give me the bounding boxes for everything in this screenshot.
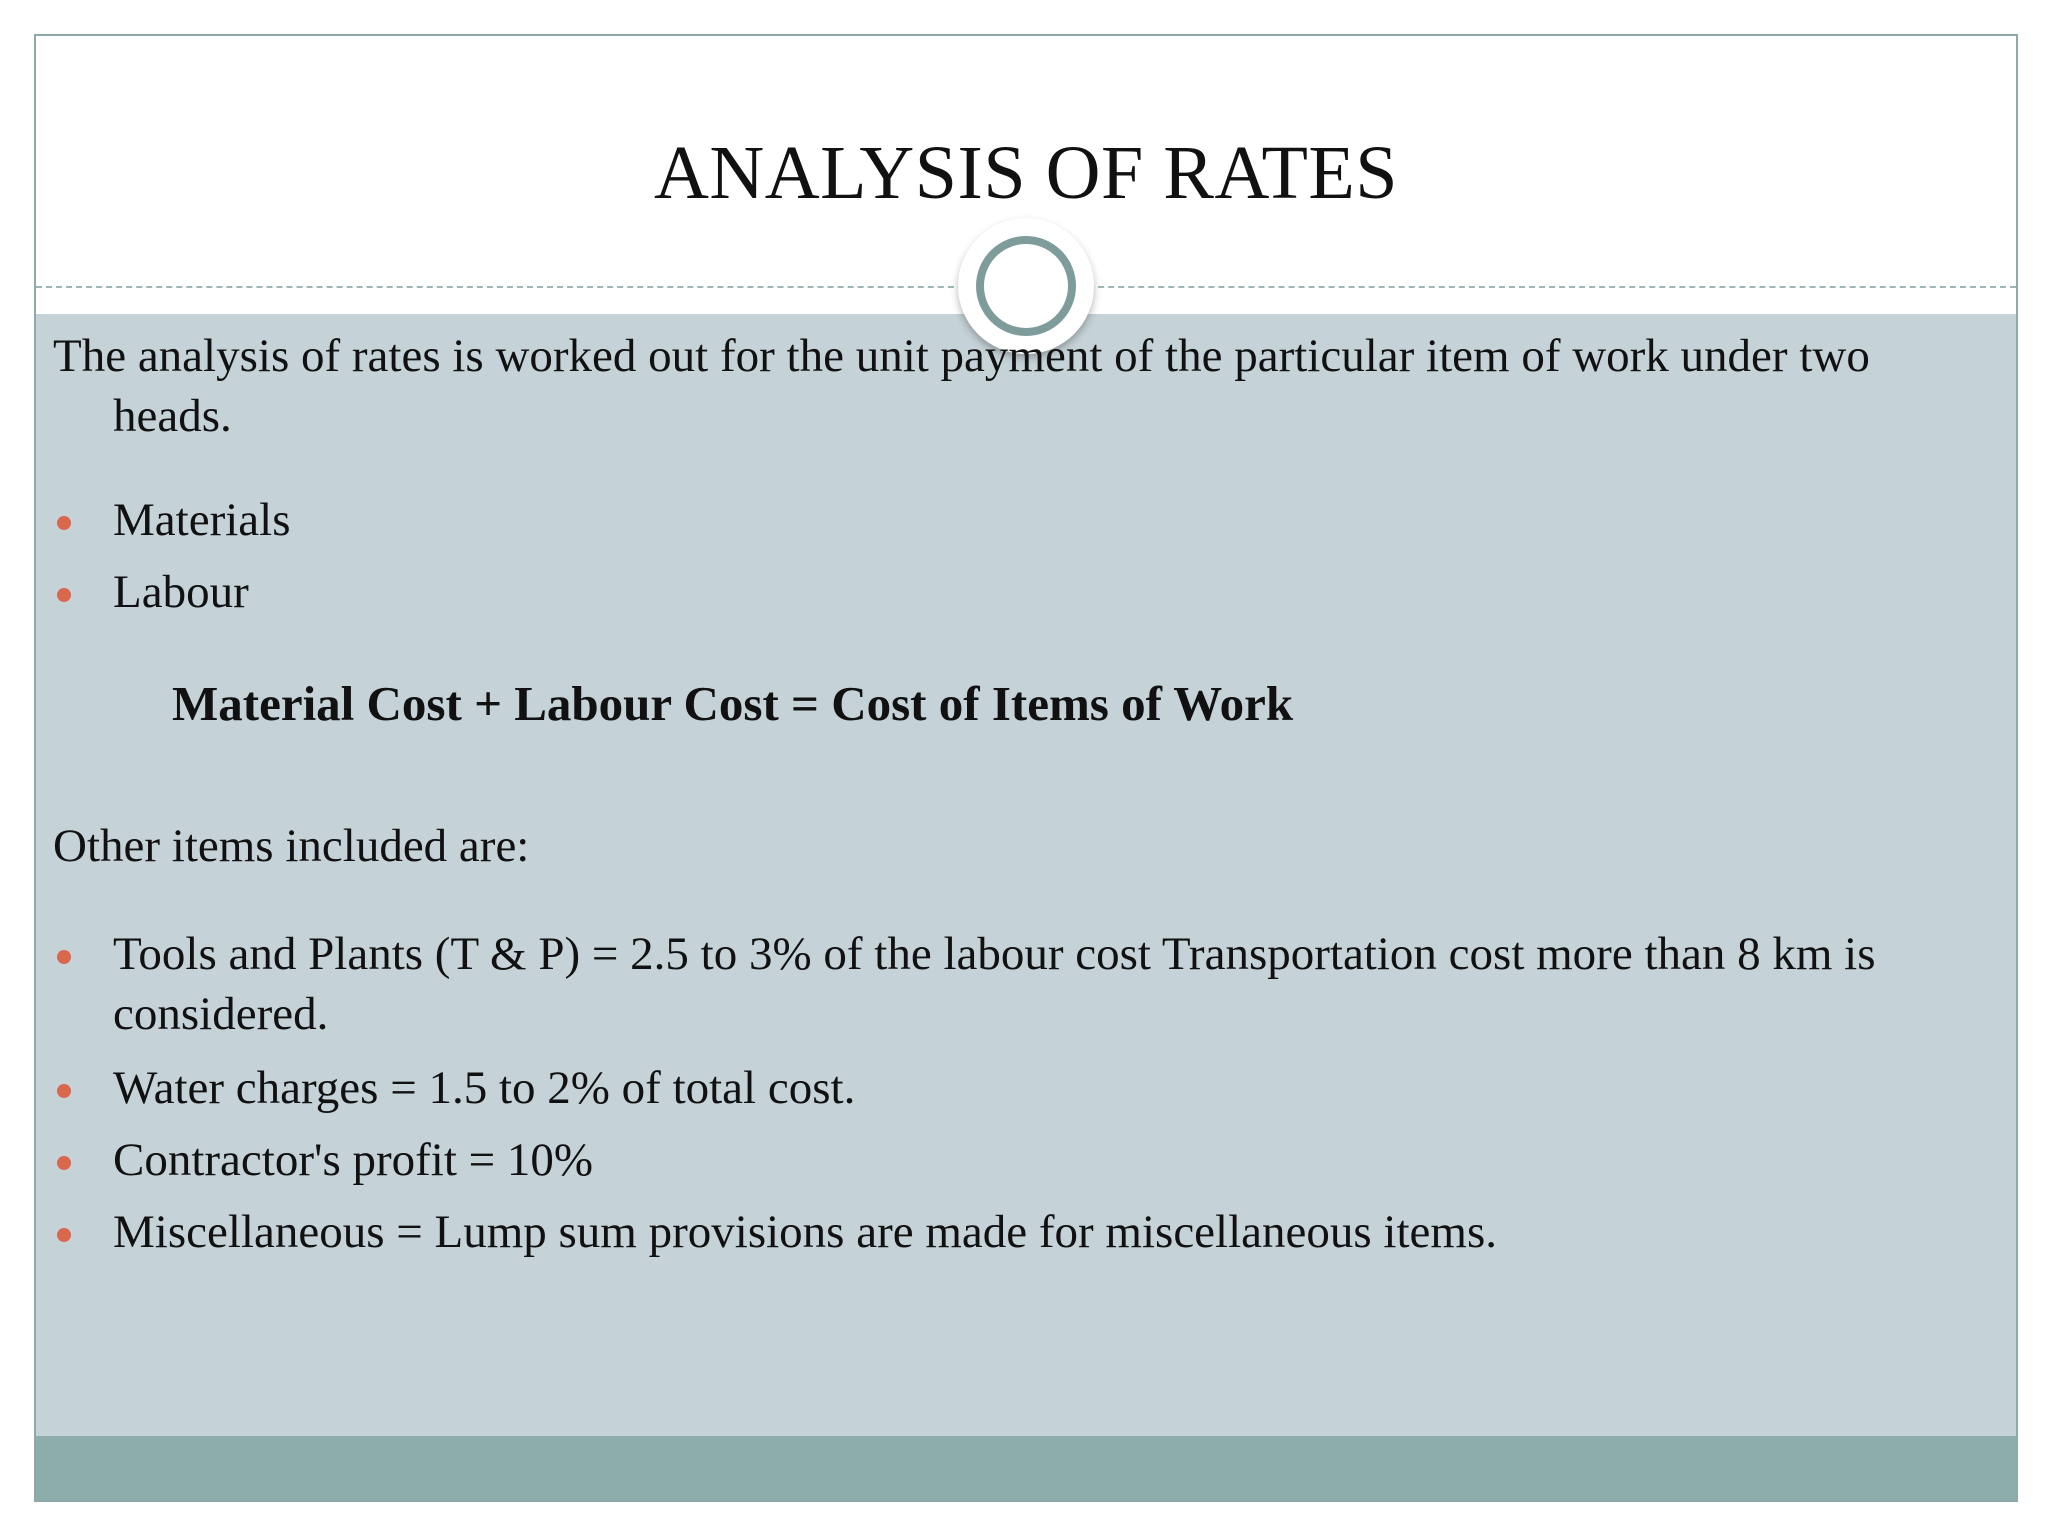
list-item-water-charges — [53, 1058, 1933, 1118]
bullet-icon — [57, 1228, 71, 1242]
list-item-text: Materials — [113, 494, 291, 546]
list-item-text: Water charges = 1.5 to 2% of total cost. — [113, 1062, 856, 1114]
list-item-text: Contractor's profit = 10% — [113, 1134, 594, 1186]
list-item-miscellaneous — [53, 1202, 1933, 1262]
list-item-text: Miscellaneous = Lump sum provisions are made for miscellaneous items. — [113, 1206, 1497, 1258]
list-item-materials — [53, 490, 1933, 550]
intro-paragraph: The analysis of rates is worked out for the unit payment of the particular item of work under two heads. — [53, 330, 1870, 442]
list-item-labour — [53, 562, 1933, 622]
list-item-contractor-profit — [53, 1130, 1933, 1190]
ring-icon — [976, 236, 1076, 336]
other-items-heading: Other items included are: — [53, 820, 530, 872]
bullet-icon — [57, 1084, 71, 1098]
bullet-icon — [57, 1156, 71, 1170]
list-item-text: Tools and Plants (T & P) = 2.5 to 3% of the labour cost Transportation cost more than 8 km is considered. — [113, 928, 1876, 1040]
slide-title: ANALYSIS OF RATES — [653, 131, 1399, 215]
bullet-icon — [57, 950, 71, 964]
bullet-icon — [57, 588, 71, 602]
footer-band — [36, 1436, 2016, 1502]
cost-equation: Material Cost + Labour Cost = Cost of Items of Work — [172, 676, 1294, 731]
list-item-tools-and-plants — [53, 924, 1933, 1044]
list-item-text: Labour — [113, 566, 249, 618]
bullet-icon — [57, 516, 71, 530]
slide — [34, 34, 2018, 1502]
